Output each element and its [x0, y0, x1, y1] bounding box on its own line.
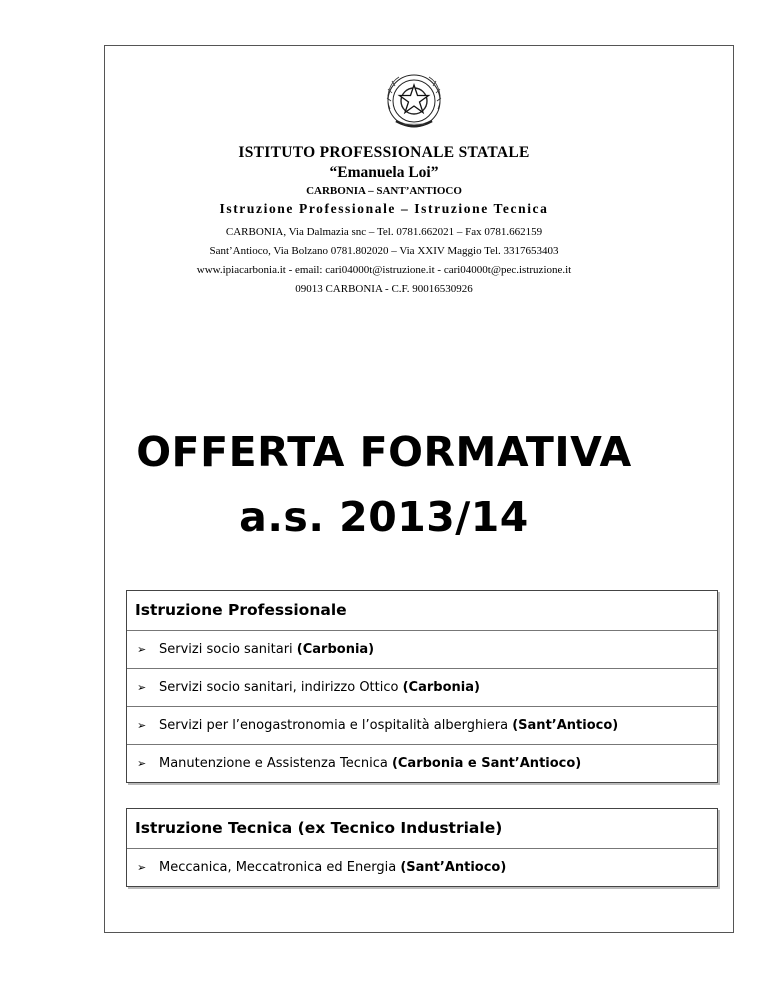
arrowhead-bullet-icon: ➢ [137, 681, 147, 694]
institute-type: ISTITUTO PROFESSIONALE STATALE [238, 144, 530, 161]
section-istruzione-professionale [126, 590, 718, 783]
address-carbonia: CARBONIA, Via Dalmazia snc – Tel. 0781.662021 – Fax 0781.662159 [225, 226, 543, 238]
course-name: Meccanica, Meccatronica ed Energia [159, 860, 401, 875]
arrowhead-bullet-icon: ➢ [137, 643, 147, 656]
list-item [127, 745, 717, 782]
institute-name: “Emanuela Loi” [329, 164, 439, 181]
education-types: Istruzione Professionale – Istruzione Tecnica [219, 201, 549, 216]
arrowhead-bullet-icon: ➢ [137, 861, 147, 874]
course-name: Servizi per l’enogastronomia e l’ospitalità alberghiera [159, 718, 513, 733]
web-email-line: www.ipiacarbonia.it - email: cari04000t@istruzione.it - cari04000t@pec.istruzione.it [196, 264, 572, 276]
course-name: Manutenzione e Assistenza Tecnica [159, 756, 392, 771]
arrowhead-bullet-icon: ➢ [137, 719, 147, 732]
course-location: (Carbonia) [402, 680, 480, 695]
page-title: OFFERTA FORMATIVA [136, 428, 632, 476]
arrowhead-bullet-icon: ➢ [137, 757, 147, 770]
list-item [127, 669, 717, 707]
section-istruzione-tecnica [126, 808, 718, 887]
institute-places: CARBONIA – SANT’ANTIOCO [306, 185, 462, 197]
course-location: (Carbonia) [296, 642, 375, 657]
course-location: (Sant’Antioco) [400, 860, 507, 875]
course-name: Servizi socio sanitari [159, 642, 297, 657]
course-location: (Carbonia e Sant’Antioco) [391, 756, 582, 771]
italian-republic-emblem-icon [381, 71, 447, 133]
school-year: a.s. 2013/14 [239, 493, 529, 541]
list-item [127, 631, 717, 669]
address-santantioco: Sant’Antioco, Via Bolzano 0781.802020 – Via XXIV Maggio Tel. 3317653403 [209, 245, 559, 257]
section-heading: Istruzione Professionale [127, 591, 717, 631]
section-heading: Istruzione Tecnica (ex Tecnico Industriale) [127, 809, 717, 849]
course-location: (Sant’Antioco) [512, 718, 619, 733]
list-item [127, 707, 717, 745]
course-name: Servizi socio sanitari, indirizzo Ottico [159, 680, 403, 695]
fiscal-code-line: 09013 CARBONIA - C.F. 90016530926 [295, 283, 473, 295]
list-item [127, 849, 717, 886]
